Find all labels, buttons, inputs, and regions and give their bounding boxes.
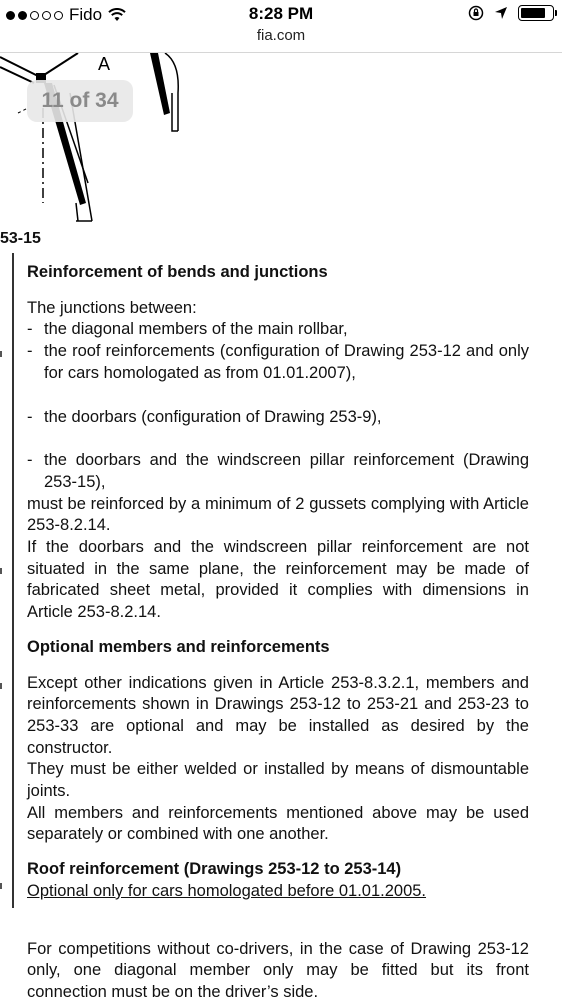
list-item-text: the doorbars and the windscreen pillar reinforcement (Drawing 253-15),: [44, 451, 529, 491]
battery-icon: [518, 5, 554, 21]
roof-subtitle: Optional only for cars homologated before 01.01.2005.: [27, 881, 427, 900]
page-indicator: 11 of 34: [27, 80, 133, 122]
optional-paragraph: All members and reinforcements mentioned above may be used separately or combined with one another.: [27, 803, 529, 844]
rotation-lock-icon: [468, 5, 484, 21]
list-item: - the diagonal members of the main rollbar,: [27, 319, 529, 341]
list-item: - the roof reinforcements (configuration of Drawing 253-12 and only for cars homologated as from 01.01.2007),: [27, 341, 529, 384]
optional-paragraph: Except other indications given in Article 253-8.3.2.1, members and reinforcements shown in Drawings 253-12 to 253-21 and 253-23 to 253-33 are optional and may be installed as desired by the constructor.: [27, 673, 529, 757]
status-right: [468, 5, 554, 21]
margin-ticks: [0, 253, 4, 953]
bends-intro: The junctions between:: [27, 298, 197, 317]
carrier-name: Fido: [69, 5, 103, 24]
section-heading-roof: Roof reinforcement (Drawings 253-12 to 253-14): [27, 860, 402, 879]
margin-rule: [12, 253, 14, 908]
section-heading-bends: Reinforcement of bends and junctions: [27, 263, 328, 281]
list-item: - the doorbars (configuration of Drawing 253-9),: [27, 407, 529, 429]
list-item-text: the roof reinforcements (configuration of Drawing 253-12 and only for cars homologated as from 01.01.2007),: [44, 342, 529, 382]
bends-paragraph: If the doorbars and the windscreen pillar reinforcement are not situated in the same plane, the reinforcement may be made of fabricated sheet metal, provided it complies with dimensions in Article 253-8.2.14.: [27, 538, 529, 622]
section-number: 53-15: [0, 230, 41, 247]
location-arrow-icon: [494, 6, 508, 20]
roof-paragraph: For competitions without co-drivers, in the case of Drawing 253-12 only, one diagonal member only may be fitted but its front connection must be on the driver’s side.: [27, 939, 529, 1001]
list-item-text: the doorbars (configuration of Drawing 253-9),: [44, 407, 382, 426]
section-heading-optional: Optional members and reinforcements: [27, 637, 330, 656]
optional-paragraph: They must be either welded or installed by means of dismountable joints.: [27, 760, 529, 801]
document-body: [27, 262, 529, 1004]
address-bar-url[interactable]: fia.com: [256, 27, 306, 44]
bends-paragraph: must be reinforced by a minimum of 2 gussets complying with Article 253-8.2.14.: [27, 494, 529, 535]
drawing-label: A: [98, 54, 111, 74]
list-item-text: the diagonal members of the main rollbar,: [44, 320, 348, 339]
status-time: 8:28 PM: [248, 4, 314, 23]
list-item: - the doorbars and the windscreen pillar reinforcement (Drawing 253-15),: [27, 450, 529, 493]
status-bar: [0, 0, 562, 30]
